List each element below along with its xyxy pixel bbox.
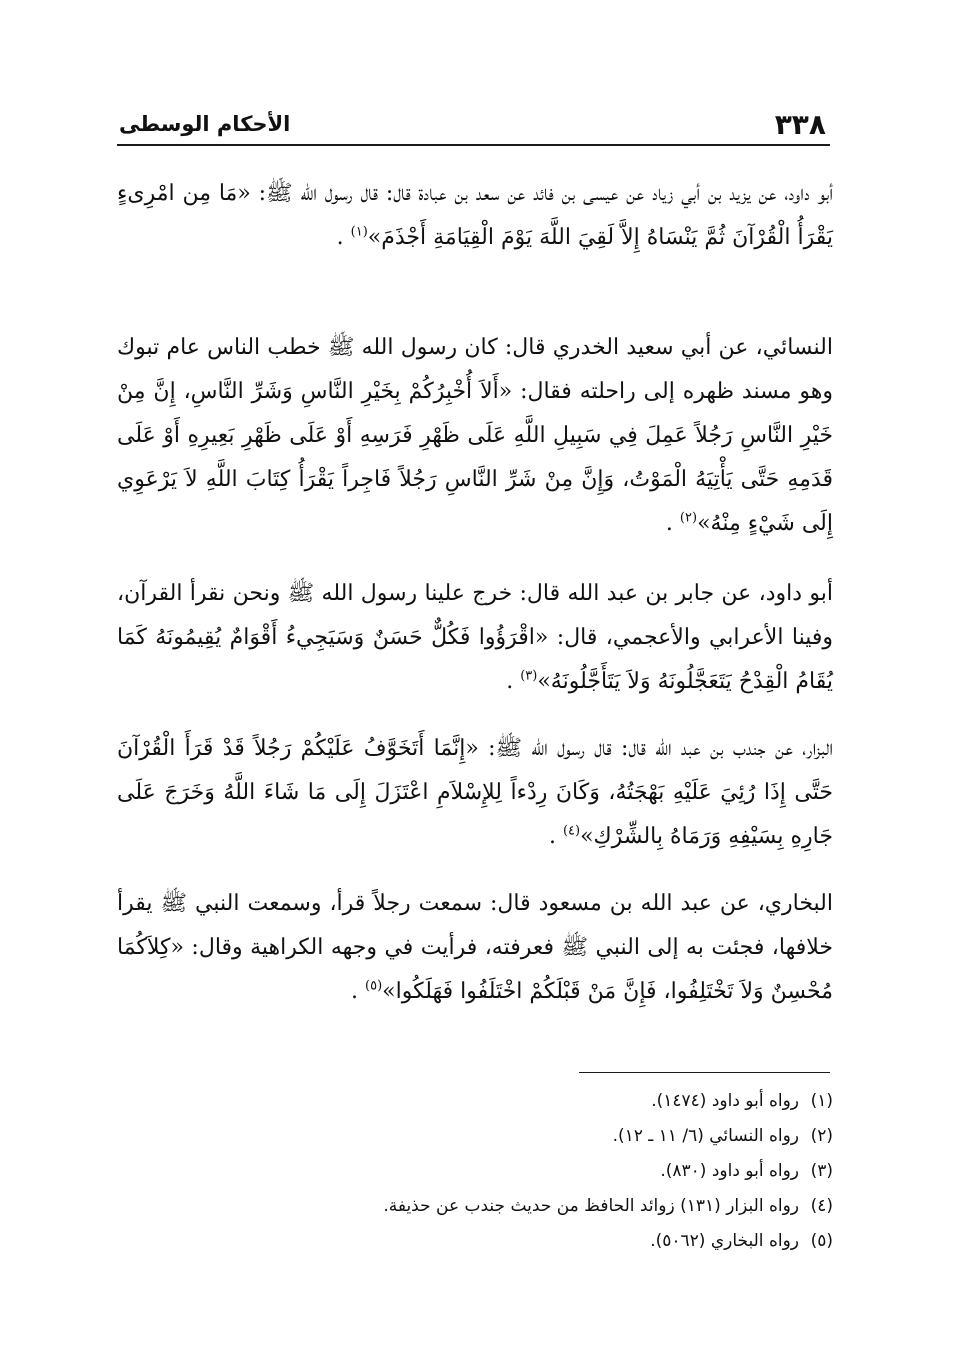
hadith-text: «إِنَّمَا أَتَخَوَّفُ عَلَيْكُمْ رَجُلاً قَدْ قَرَأَ الْقُرْآنَ حَتَّى إِذَا رُئِيَ عَلَيْهِ بَهْجَتُهُ، وَكَانَ رِدْءاً لِلإِسْلاَمِ اعْتَزَلَ إِلَى مَا شَاءَ اللَّهُ وَخَرَجَ عَلَى جَارِهِ بِسَيْفِهِ وَرَمَاهُ بِالشِّرْكِ» xyxy=(117,736,833,849)
footnote-text: رواه أبو داود (١٤٧٤). xyxy=(651,1091,799,1111)
paragraph-intro: أبو داود، عن جابر بن عبد الله قال: خرج علينا رسول الله ﷺ ونحن نقرأ القرآن، وفينا الأعرابي والأعجمي، قال: xyxy=(117,581,833,650)
hadith-text: «مَا مِن امْرِىءٍ يَقْرَأُ الْقُرْآنَ ثُمَّ يَنْسَاهُ إِلاَّ لَقِيَ اللَّهَ يَوْمَ الْقِيَامَةِ أَجْذَمَ» xyxy=(117,181,833,250)
paragraph-4 xyxy=(117,727,833,859)
paragraph-intro: أبو داود، عن يزيد بن أبي زياد عن عيسى بن فائد عن سعد بن عبادة قال: قال رسول الله ﷺ: xyxy=(250,181,833,206)
footnote-number: (٤) xyxy=(810,1196,833,1216)
paragraph-intro: البخاري، عن عبد الله بن مسعود قال: سمعت رجلاً قرأ، وسمعت النبي ﷺ يقرأ خلافها، فجئت به إلى النبي ﷺ فعرفته، فرأيت في وجهه الكراهية وقال: xyxy=(117,891,833,960)
footnote-ref: (٥) xyxy=(365,978,383,994)
footnote-number: (٣) xyxy=(810,1161,833,1181)
footnote-number: (٢) xyxy=(810,1126,833,1146)
paragraph-end: . xyxy=(548,824,563,849)
footnote-item xyxy=(117,1154,833,1189)
paragraph-2 xyxy=(117,326,833,546)
hadith-text: «أَلاَ أُخْبِرُكُمْ بِخَيْرِ النَّاسِ وَشَرِّ النَّاسِ، إِنَّ مِنْ خَيْرِ النَّاسِ رَجُلاً عَمِلَ فِي سَبِيلِ اللَّهِ عَلَى ظَهْرِ فَرَسِهِ أَوْ عَلَى ظَهْرِ بَعِيرِهِ أَوْ عَلَى قَدَمِهِ حَتَّى يَأْتِيَهُ الْمَوْتُ، وَإِنَّ مِنْ شَرِّ النَّاسِ رَجُلاً فَاجِراً يَقْرَأُ كِتَابَ اللَّهِ لاَ يَرْعَوِي إِلَى شَيْءٍ مِنْهُ» xyxy=(117,379,833,536)
footnote-divider xyxy=(579,1072,830,1073)
hadith-text: «اقْرَؤُوا فَكُلٌّ حَسَنٌ وَسَيَجِيءُ أَقْوَامٌ يُقِيمُونَهُ كَمَا يُقَامُ الْقِدْحُ يَتَعَجَّلُونَهُ وَلاَ يَتَأَجَّلُونَهُ» xyxy=(117,625,833,694)
footnote-text: رواه أبو داود (٨٣٠). xyxy=(660,1161,799,1181)
footnote-text: رواه البخاري (٥٠٦٢). xyxy=(650,1231,799,1251)
paragraph-3 xyxy=(117,572,833,704)
paragraph-end: . xyxy=(506,669,521,694)
footnote-ref: (٣) xyxy=(520,668,538,684)
footnote-ref: (١) xyxy=(350,224,368,240)
footnote-text: رواه النسائي (٦/ ١١ ـ ١٢). xyxy=(612,1126,799,1146)
paragraph-end: . xyxy=(665,511,680,536)
book-title: الأحكام الوسطى xyxy=(119,112,291,136)
footnote-item xyxy=(117,1084,833,1119)
hadith-text: «كِلاَكُمَا مُحْسِنٌ وَلاَ تَخْتَلِفُوا، فَإِنَّ مَنْ قَبْلَكُمْ اخْتَلَفُوا فَهَلَكُوا» xyxy=(117,935,833,1004)
paragraph-5 xyxy=(117,882,833,1014)
footnote-ref: (٤) xyxy=(562,823,581,839)
footnote-item xyxy=(117,1189,833,1224)
paragraph-end: . xyxy=(351,979,366,1004)
footnote-item xyxy=(117,1119,833,1154)
paragraph-intro: النسائي، عن أبي سعيد الخدري قال: كان رسول الله ﷺ خطب الناس عام تبوك وهو مسند ظهره إلى راحلته فقال: xyxy=(117,335,833,404)
paragraph-end: . xyxy=(336,225,351,250)
paragraph-1 xyxy=(117,172,833,260)
footnote-ref: (٢) xyxy=(679,510,698,526)
footnote-number: (١) xyxy=(810,1091,833,1111)
footnotes xyxy=(117,1084,833,1259)
footnote-number: (٥) xyxy=(810,1231,833,1251)
footnote-item xyxy=(117,1224,833,1259)
running-header xyxy=(117,108,830,146)
paragraph-intro: البزار، عن جندب بن عبد الله قال: قال رسول الله ﷺ: xyxy=(478,736,833,761)
page-number: ٣٣٨ xyxy=(774,108,826,141)
footnote-text: رواه البزار (١٣١) زوائد الحافظ من حديث جندب عن حذيفة. xyxy=(383,1196,799,1216)
